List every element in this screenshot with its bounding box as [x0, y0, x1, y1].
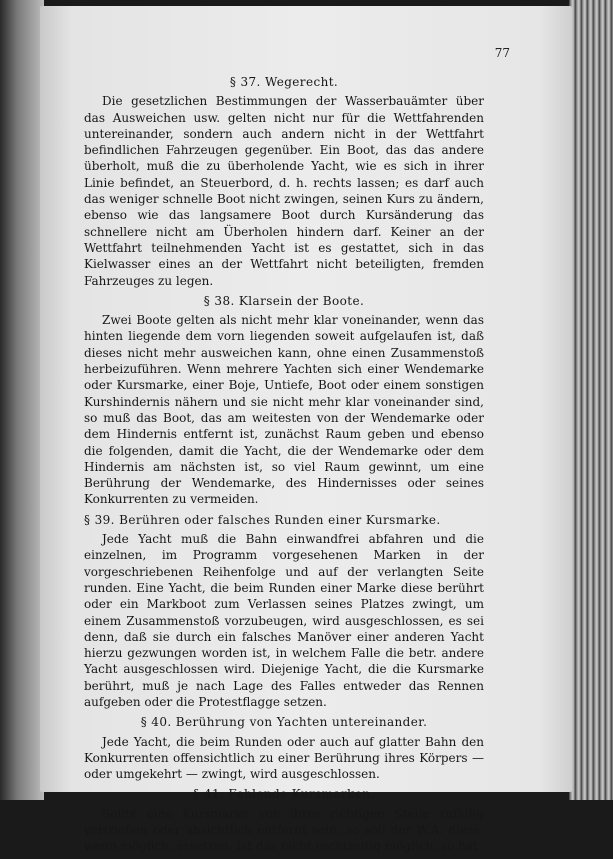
right-page-stack	[569, 0, 613, 800]
section-heading-39: § 39. Berühren oder falsches Runden einer Kursmarke.	[84, 512, 441, 527]
section-text-39: Jede Yacht muß die Bahn einwandfrei abfahren und die einzelnen, im Programm vorgesehenen Marken in der vorgeschriebenen Reihenfolge und auf der verlangten Seite runden. Eine Yacht, die beim Runden einer Marke diese berührt oder ein Markboot zum Verlassen seines Platzes zwingt, um einem Zusammenstoß vorzubeugen, wird ausgeschlossen, es sei denn, daß sie durch ein falsches Manöver einer anderen Yacht hierzu gezwungen worden ist, in welchem Falle die betr. andere Yacht ausgeschlossen wird. Diejenige Yacht, die die Kursmarke berührt, muß je nach Lage des Falles entweder das Rennen aufgeben oder die Protestflagge setzen.	[84, 532, 484, 709]
section-text-40: Jede Yacht, die beim Runden oder auch auf glatter Bahn den Konkurrenten offensichtlich zu einer Berührung ihres Körpers — oder umgekehrt — zwingt, wird ausgeschlossen.	[84, 734, 484, 782]
section-heading-38: § 38. Klarsein der Boote.	[203, 293, 365, 308]
left-page-edge	[0, 0, 44, 800]
page-number: 77	[494, 46, 510, 60]
page-text	[84, 74, 484, 859]
section-text-37: Die gesetzlichen Bestimmungen der Wasserbauämter über das Ausweichen usw. gelten nicht nur für die Wettfahrenden untereinander, sondern auch andern nicht in der Wettfahrt befindlichen Fahrzeugen gegenüber. Ein Boot, das das andere überholt, muß die zu überholende Yacht, wie es sich in ihrer Linie befindet, an Steuerbord, d. h. rechts lassen; es darf auch das weniger schnelle Boot nicht zwingen, seinen Kurs zu ändern, ebenso wie das langsamere Boot durch Kursänderung das schnellere nicht am Überholen hindern darf. Keiner an der Wettfahrt teilnehmenden Yacht ist es gestattet, sich in das Kielwasser eines an der Wettfahrt nicht beteiligten, fremden Fahrzeuges zu legen.	[84, 94, 484, 288]
section-text-38: Zwei Boote gelten als nicht mehr klar voneinander, wenn das hinten liegende dem vorn liegenden soweit aufgelaufen ist, daß dieses nicht mehr ausweichen kann, ohne einen Zusammenstoß herbeizuführen. Wenn mehrere Yachten sich einer Wendemarke oder Kursmarke, einer Boje, Untiefe, Boot oder einem sonstigen Kurshindernis nähern und sie nicht mehr klar voneinander sind, so muß das Boot, das am weitesten von der Wendemarke oder dem Hindernis entfernt ist, zunächst Raum geben und ebenso die folgenden, damit die Yacht, die der Wendemarke oder dem Hindernis am nächsten ist, so viel Raum gewinnt, um eine Berührung der Wendemarke, des Hindernisses oder seines Konkurrenten zu vermeiden.	[84, 313, 484, 507]
section-text-41: Sollte eine Kursmarke von ihrer richtigen Stelle zufällig vertrieben oder absichtlich entfernt sein, so soll der W.A. diese, wenn möglich, ersetzen. Ist das nicht rechtzeitig möglich, so hat	[84, 806, 484, 854]
section-heading-37: § 37. Wegerecht.	[229, 75, 339, 89]
section-heading-41: § 41. Fehlende Kursmarken.	[193, 787, 375, 802]
section-heading-40: § 40. Berührung von Yachten untereinander.	[140, 715, 428, 730]
